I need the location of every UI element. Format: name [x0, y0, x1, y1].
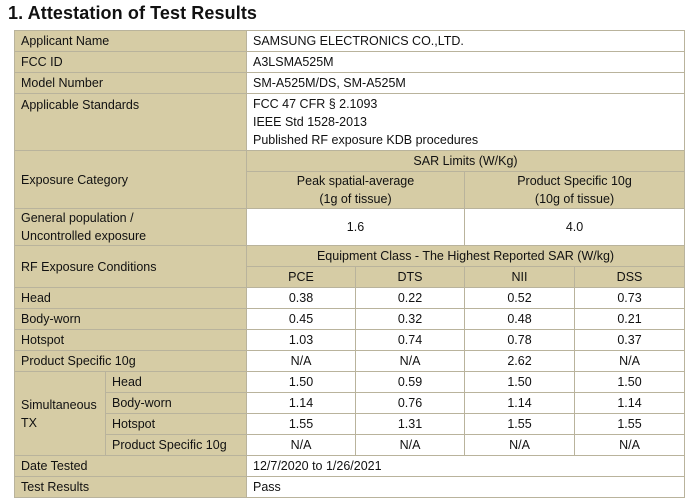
ps-limit-value: 4.0 [465, 209, 685, 246]
ps-header-line: (10g of tissue) [534, 192, 615, 206]
sar-value: 1.55 [247, 414, 356, 435]
date-tested-label: Date Tested [15, 456, 247, 477]
column-header-pce: PCE [247, 267, 356, 288]
fcc-id-label: FCC ID [15, 52, 247, 73]
population-row [15, 209, 685, 246]
attestation-table [14, 30, 685, 498]
population-label-line: Uncontrolled exposure [21, 229, 147, 243]
model-label: Model Number [15, 73, 247, 94]
row-label: Head [15, 288, 247, 309]
sar-value: 1.55 [575, 414, 685, 435]
sar-value: 0.76 [356, 393, 465, 414]
sar-value: 0.45 [247, 309, 356, 330]
sar-value: 1.50 [575, 372, 685, 393]
test-results-label: Test Results [15, 477, 247, 498]
peak-header-line: Peak spatial-average [296, 174, 415, 188]
standards-row [15, 94, 685, 151]
model-row [15, 73, 685, 94]
row-label: Hotspot [15, 330, 247, 351]
sar-value: 0.52 [465, 288, 575, 309]
sar-value: N/A [356, 435, 465, 456]
sar-value: N/A [575, 351, 685, 372]
row-label: Product Specific 10g [15, 351, 247, 372]
table-row [15, 288, 685, 309]
sar-value: 0.32 [356, 309, 465, 330]
sar-value: N/A [247, 351, 356, 372]
standard-item: FCC 47 CFR § 2.1093 [253, 97, 378, 111]
exposure-category-label: Exposure Category [15, 151, 247, 209]
column-header-dts: DTS [356, 267, 465, 288]
sar-value: N/A [356, 351, 465, 372]
section-heading: 1. Attestation of Test Results [8, 3, 258, 23]
sar-value: 1.14 [247, 393, 356, 414]
simultaneous-label-line: Simultaneous [21, 397, 97, 412]
sar-value: 0.21 [575, 309, 685, 330]
population-label [15, 209, 247, 246]
sar-value: 0.38 [247, 288, 356, 309]
table-row [15, 309, 685, 330]
sar-value: N/A [247, 435, 356, 456]
simultaneous-row [15, 435, 685, 456]
sar-value: 1.14 [575, 393, 685, 414]
sar-value: N/A [575, 435, 685, 456]
simultaneous-row [15, 393, 685, 414]
ps-header-line: Product Specific 10g [517, 174, 632, 188]
simultaneous-tx-label [15, 372, 106, 456]
row-label: Product Specific 10g [106, 435, 247, 456]
sar-value: 0.22 [356, 288, 465, 309]
sar-value: 0.78 [465, 330, 575, 351]
simultaneous-label-line: TX [21, 415, 37, 430]
sar-value: 1.03 [247, 330, 356, 351]
fcc-id-row [15, 52, 685, 73]
sar-value: 0.48 [465, 309, 575, 330]
test-results-value: Pass [247, 477, 685, 498]
row-label: Body-worn [15, 309, 247, 330]
row-label: Hotspot [106, 414, 247, 435]
standards-label: Applicable Standards [15, 94, 247, 151]
sar-value: 0.73 [575, 288, 685, 309]
simultaneous-row [15, 372, 685, 393]
sar-value: 0.59 [356, 372, 465, 393]
equipment-class-header: Equipment Class - The Highest Reported SAR (W/kg) [247, 246, 685, 267]
peak-spatial-average-header [247, 172, 465, 209]
simultaneous-row [15, 414, 685, 435]
applicant-row [15, 31, 685, 52]
peak-header-line: (1g of tissue) [319, 192, 392, 206]
row-label: Body-worn [106, 393, 247, 414]
test-results-row [15, 477, 685, 498]
date-tested-row [15, 456, 685, 477]
table-row [15, 351, 685, 372]
sar-value: 2.62 [465, 351, 575, 372]
population-label-line: General population / [21, 211, 134, 225]
model-value: SM-A525M/DS, SM-A525M [247, 73, 685, 94]
product-specific-header [465, 172, 685, 209]
sar-value: 1.50 [247, 372, 356, 393]
applicant-label: Applicant Name [15, 31, 247, 52]
table-row [15, 330, 685, 351]
applicant-value: SAMSUNG ELECTRONICS CO.,LTD. [247, 31, 685, 52]
sar-value: 1.31 [356, 414, 465, 435]
standards-values [247, 94, 685, 151]
sar-value: 0.37 [575, 330, 685, 351]
rf-conditions-label: RF Exposure Conditions [15, 246, 247, 288]
peak-limit-value: 1.6 [247, 209, 465, 246]
column-header-nii: NII [465, 267, 575, 288]
fcc-id-value: A3LSMA525M [247, 52, 685, 73]
sar-limits-header-row [15, 151, 685, 172]
sar-limits-header: SAR Limits (W/Kg) [247, 151, 685, 172]
sar-value: N/A [465, 435, 575, 456]
sar-value: 1.55 [465, 414, 575, 435]
column-header-dss: DSS [575, 267, 685, 288]
sar-value: 1.14 [465, 393, 575, 414]
standard-item: Published RF exposure KDB procedures [253, 133, 479, 147]
sar-value: 1.50 [465, 372, 575, 393]
standard-item: IEEE Std 1528-2013 [253, 115, 367, 129]
row-label: Head [106, 372, 247, 393]
date-tested-value: 12/7/2020 to 1/26/2021 [247, 456, 685, 477]
sar-value: 0.74 [356, 330, 465, 351]
equipment-header-row [15, 246, 685, 267]
